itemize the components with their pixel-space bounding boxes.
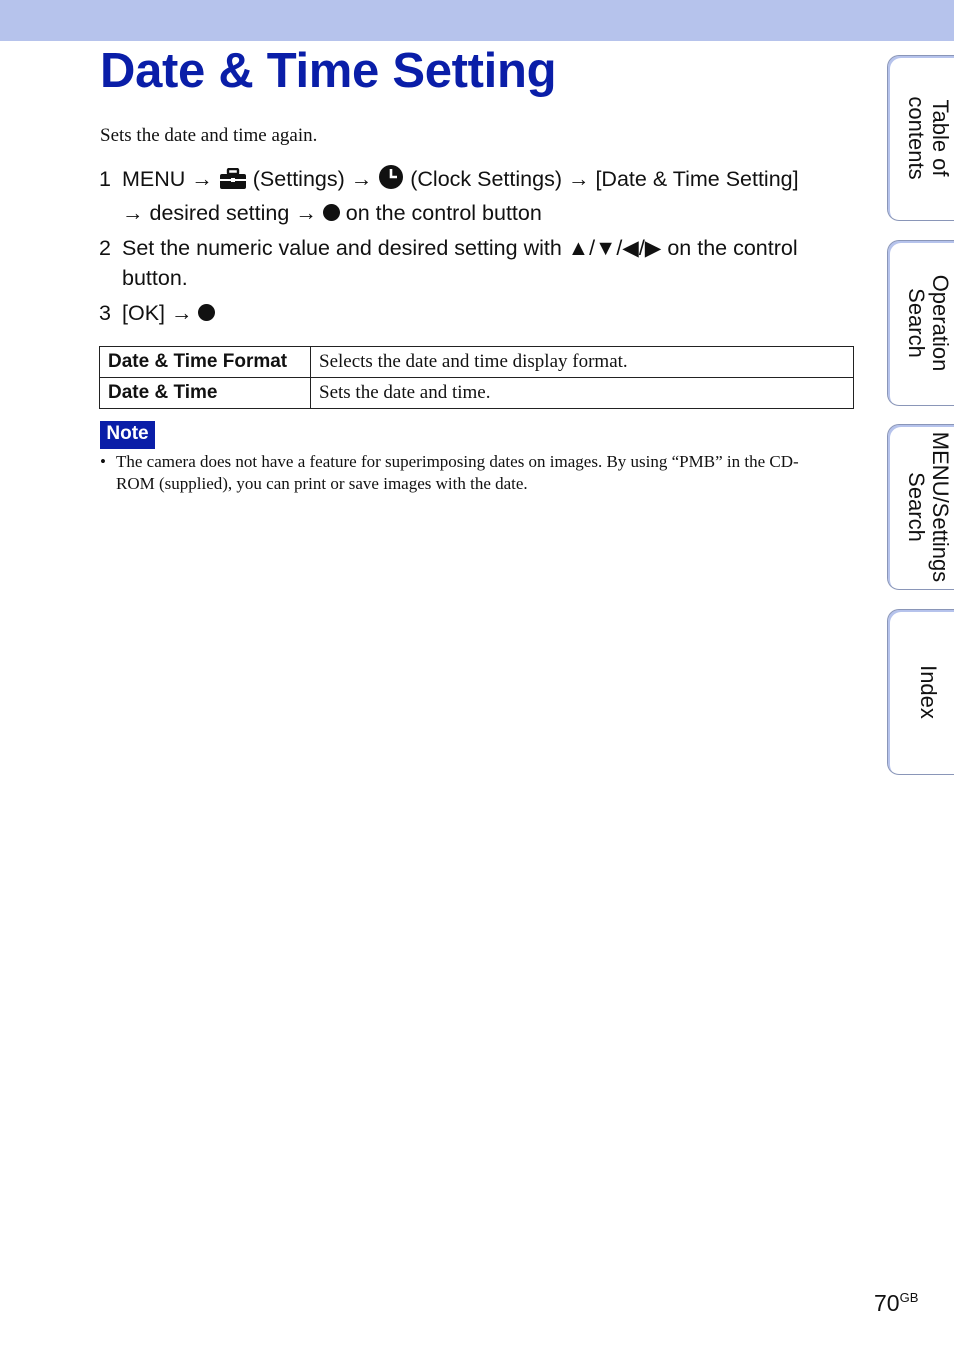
arrow-icon: → [171,301,193,325]
tab-label: Operation Search [904,274,953,372]
option-name: Date & Time Format [100,347,311,378]
table-row [100,347,854,378]
tab-index[interactable] [887,609,954,775]
ok-label: [OK] [122,301,166,325]
note-text: The camera does not have a feature for superimposing dates on images. By using “PMB” in the CD-ROM (supplied), you can print or save images with the date. [116,452,799,493]
clock-settings-label: (Clock Settings) [410,167,562,191]
step-text: button. [122,266,188,290]
arrow-icon: → [295,201,317,225]
step-number: 1 [99,167,111,191]
circle-button-icon [323,204,340,221]
arrow-icon: → [350,167,373,191]
arrow-icon: → [122,201,144,225]
tab-label: Table of contents [904,96,953,180]
note-item [100,451,835,495]
tab-label: MENU/Settings Search [904,431,953,583]
tab-table-of-contents[interactable] [887,55,954,221]
step-text: Set the numeric value and desired setting with [122,236,562,260]
arrow-keys-icon: ▲/▼/◀/▶ [567,236,662,260]
header-band [0,0,954,41]
menu-label: MENU [122,167,186,191]
page-number-value: 70 [874,1290,900,1316]
toolbox-icon [219,168,247,198]
option-description: Selects the date and time display format. [311,347,854,378]
note-badge: Note [100,421,155,449]
arrow-icon: → [191,167,213,191]
step-number: 3 [99,301,111,325]
arrow-icon: → [567,167,590,191]
tab-label: Index [916,665,941,719]
page-title: Date & Time Setting [100,44,557,98]
desired-setting-label: desired setting [149,201,290,225]
circle-button-icon [198,304,215,321]
page-number-suffix: GB [899,1290,919,1305]
menu-item-label: [Date & Time Setting] [595,167,799,191]
step-text: on the control [667,236,798,260]
bullet: • [100,452,106,471]
option-name: Date & Time [100,378,311,409]
step-3 [99,298,859,328]
options-table [99,346,854,409]
steps-list [99,164,859,333]
tab-menu-settings-search[interactable] [887,424,954,590]
option-description: Sets the date and time. [311,378,854,409]
control-button-label: on the control button [345,201,542,225]
settings-label: (Settings) [252,167,345,191]
tab-operation-search[interactable] [887,240,954,406]
intro-text: Sets the date and time again. [100,125,318,146]
step-1 [99,164,859,228]
step-number: 2 [99,236,111,260]
page-number [874,1290,918,1317]
step-2 [99,233,859,293]
clock-icon [378,164,404,198]
table-row [100,378,854,409]
